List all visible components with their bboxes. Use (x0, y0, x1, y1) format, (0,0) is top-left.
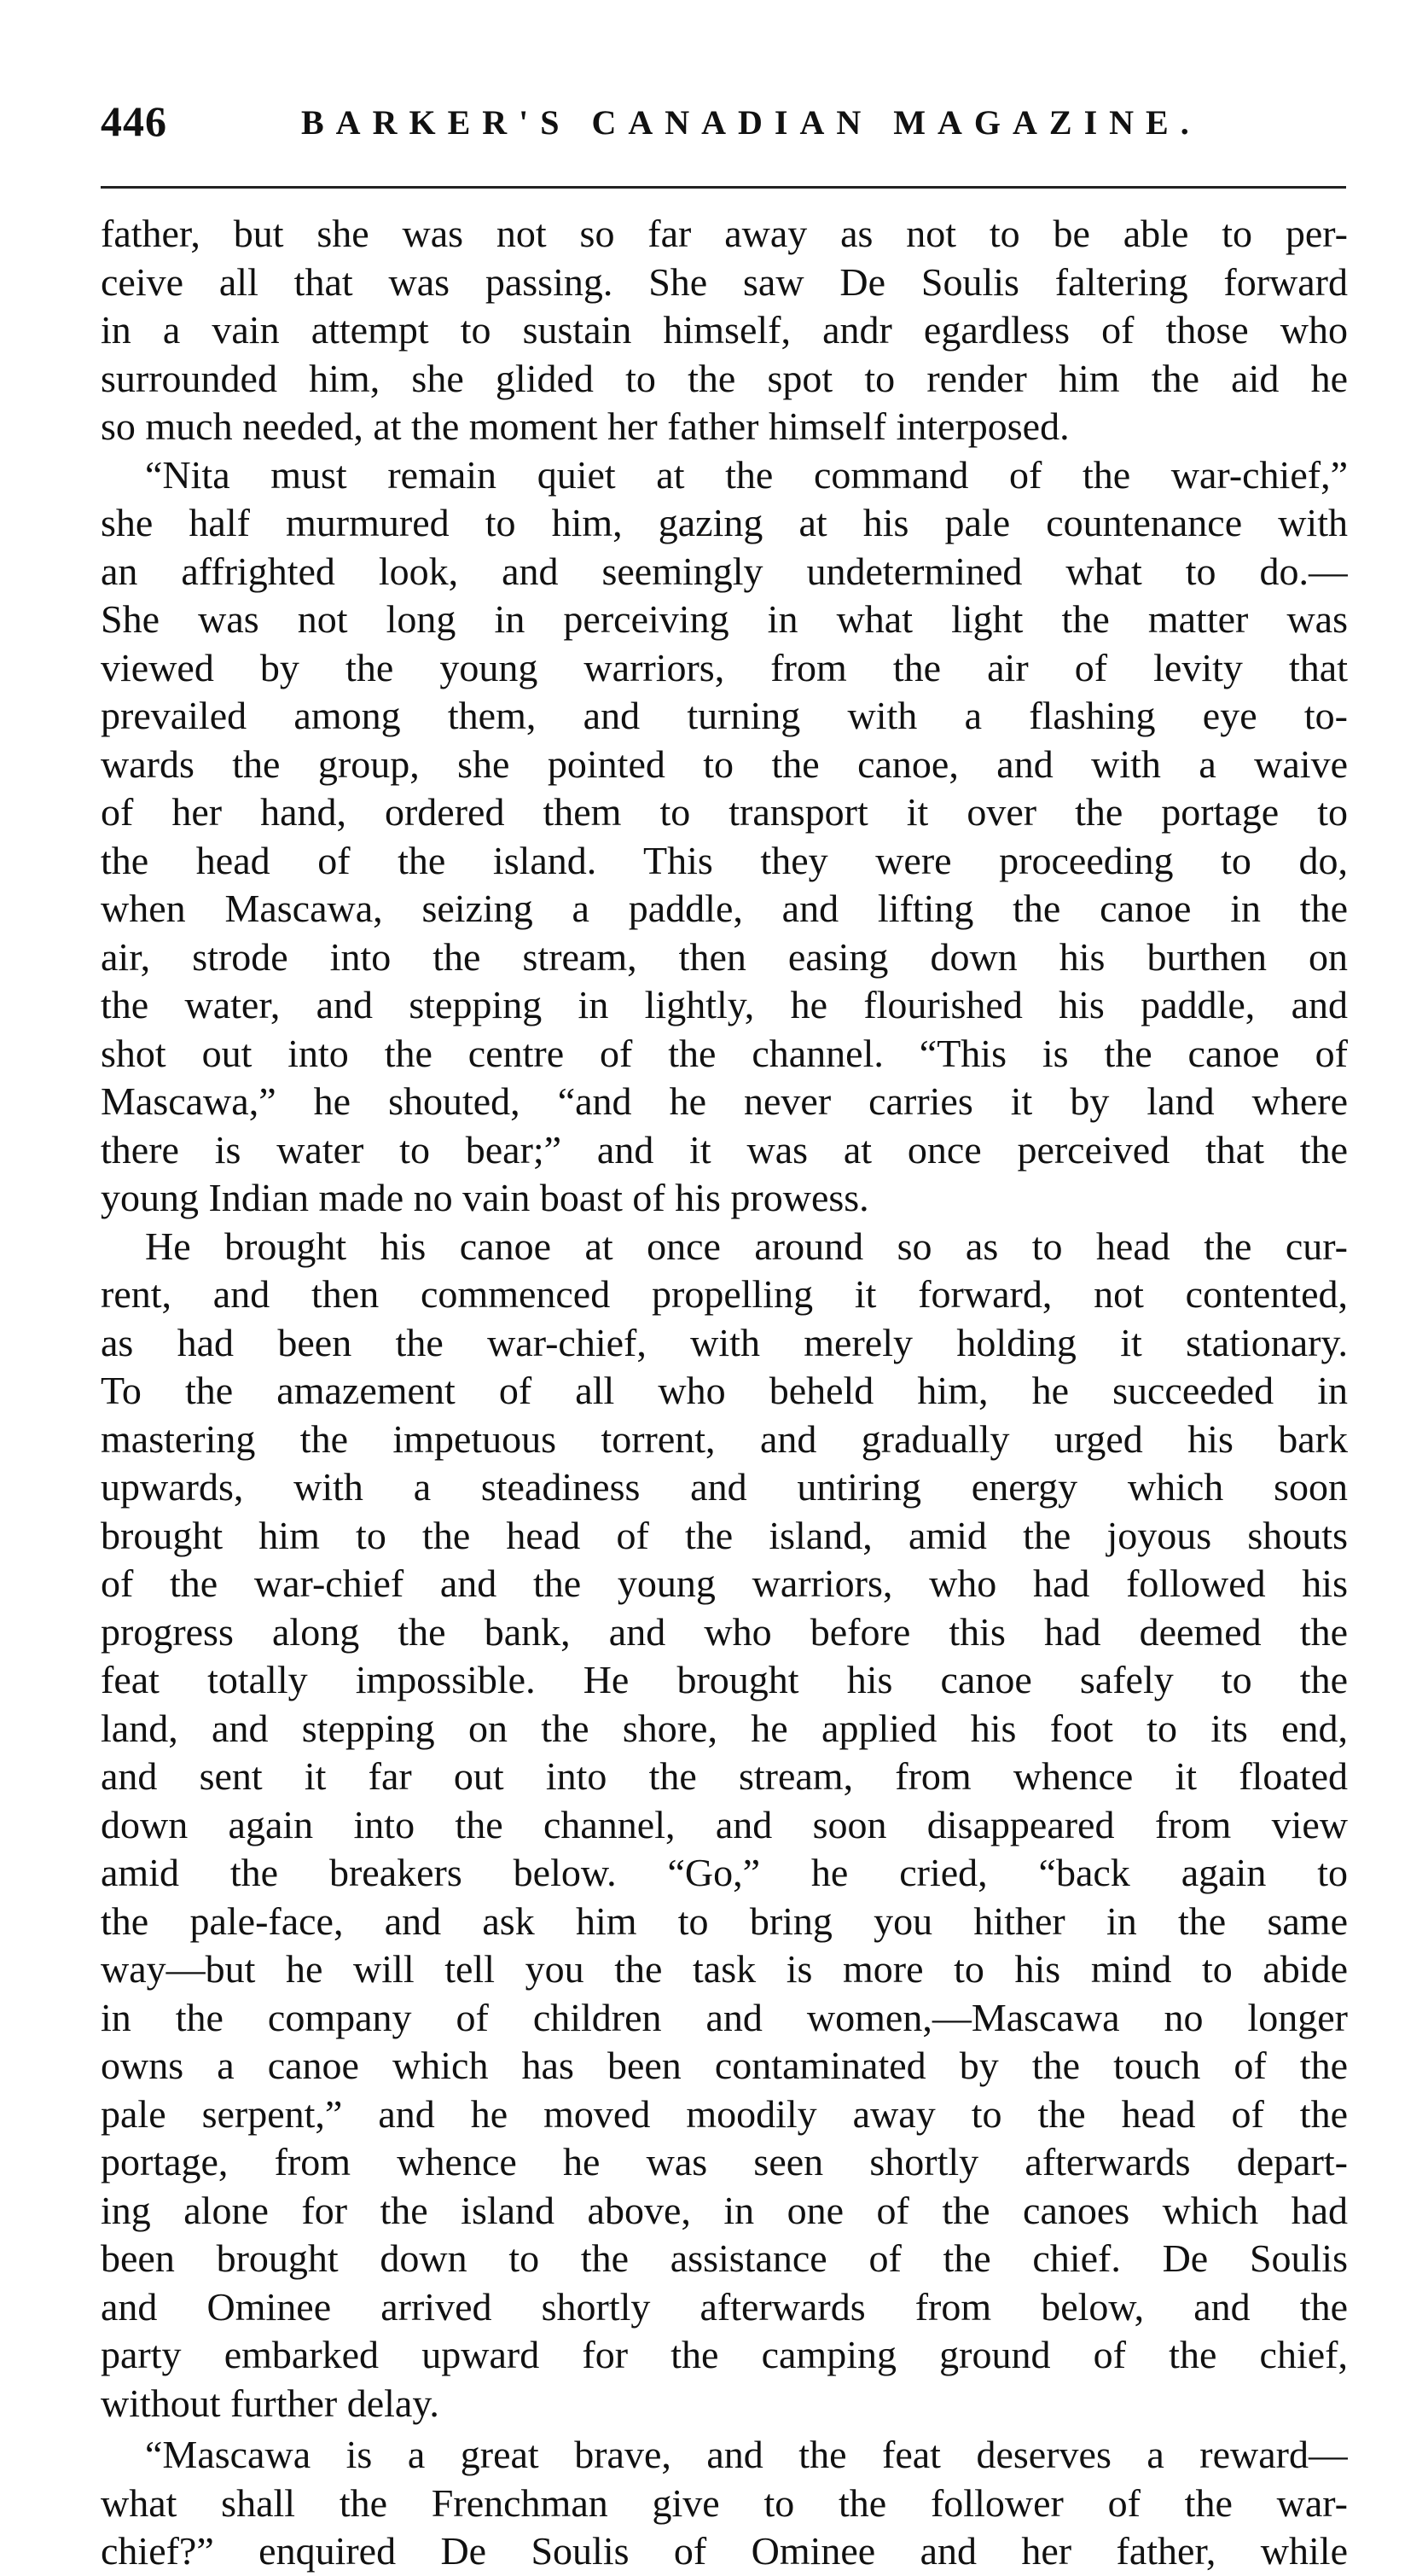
text-line: what shall the Frenchman give to the follower of the war- (101, 2480, 1348, 2525)
text-line: chief?” enquired De Soulis of Ominee and her father, while (101, 2529, 1348, 2573)
text-line: been brought down to the assistance of the chief. De Soulis (101, 2236, 1348, 2280)
text-line: Mascawa,” he shouted, “and he never carries it by land where (101, 1079, 1348, 1123)
text-line: surrounded him, she glided to the spot to render him the aid he (101, 356, 1348, 400)
text-line: mastering the impetuous torrent, and gradually urged his bark (101, 1416, 1348, 1461)
text-line: down again into the channel, and soon disappeared from view (101, 1802, 1348, 1846)
text-line: “Nita must remain quiet at the command of the war-chief,” (145, 452, 1348, 497)
text-line: amid the breakers below. “Go,” he cried, “back again to (101, 1851, 1348, 1894)
text-line: progress along the bank, and who before this had deemed the (101, 1609, 1348, 1654)
text-line: owns a canoe which has been contaminated by the touch of the (101, 2044, 1348, 2087)
text-line: “Mascawa is a great brave, and the feat deserves a reward— (145, 2433, 1348, 2476)
text-line: portage, from whence he was seen shortly afterwards depart- (101, 2140, 1348, 2183)
running-head (101, 96, 1346, 147)
text-line: upwards, with a steadiness and untiring energy which soon (101, 1465, 1348, 1509)
text-line: without further delay. (101, 2381, 439, 2425)
page-number: 446 (101, 97, 167, 145)
text-line: ing alone for the island above, in one of the canoes which had (101, 2188, 1348, 2232)
text-line: and Ominee arrived shortly afterwards from below, and the (101, 2284, 1348, 2329)
header-rule (101, 186, 1346, 189)
text-line: there is water to bear;” and it was at once perceived that the (101, 1127, 1348, 1172)
text-line: viewed by the young warriors, from the air of levity that (101, 645, 1348, 689)
text-line: brought him to the head of the island, amid the joyous shouts (101, 1513, 1348, 1557)
text-line: she half murmured to him, gazing at his pale countenance with (101, 501, 1348, 544)
text-line: wards the group, she pointed to the canoe, and with a waive (101, 741, 1348, 786)
text-line: air, strode into the stream, then easing down his burthen on (101, 934, 1348, 979)
text-line: the water, and stepping in lightly, he flourished his paddle, and (101, 983, 1348, 1026)
text-line: rent, and then commenced propelling it forward, not contented, (101, 1272, 1348, 1316)
text-line: an affrighted look, and seemingly undetermined what to do.— (101, 549, 1348, 593)
text-line: party embarked upward for the camping ground of the chief, (101, 2333, 1348, 2376)
text-line: feat totally impossible. He brought his canoe safely to the (101, 1658, 1348, 1701)
text-line: as had been the war-chief, with merely holding it stationary. (101, 1320, 1348, 1364)
text-line: pale serpent,” and he moved moodily away to the head of the (101, 2091, 1348, 2136)
text-line: To the amazement of all who beheld him, he succeeded in (101, 1369, 1348, 1412)
text-line: father, but she was not so far away as not to be able to per- (101, 212, 1348, 255)
text-line: ceive all that was passing. She saw De Soulis faltering forward (101, 259, 1348, 304)
text-line: and sent it far out into the stream, from whence it floated (101, 1754, 1348, 1798)
text-line: so much needed, at the moment her father himself interposed. (101, 404, 1070, 448)
text-line: prevailed among them, and turning with a flashing eye to- (101, 694, 1348, 737)
text-line: way—but he will tell you the task is more to his mind to abide (101, 1947, 1348, 1991)
text-line: the head of the island. This they were proceeding to do, (101, 838, 1348, 882)
body-text (101, 210, 1348, 2576)
text-line: land, and stepping on the shore, he applied his foot to its end, (101, 1706, 1348, 1750)
text-line: young Indian made no vain boast of his prowess. (101, 1176, 869, 1219)
text-line: the pale-face, and ask him to bring you hither in the same (101, 1899, 1348, 1943)
text-line: shot out into the centre of the channel. “This is the canoe of (101, 1031, 1348, 1075)
text-line: in the company of children and women,—Mascawa no longer (101, 1995, 1348, 2039)
text-line: when Mascawa, seizing a paddle, and lifting the canoe in the (101, 887, 1348, 930)
journal-title: BARKER'S CANADIAN MAGAZINE. (301, 103, 1201, 142)
text-line: He brought his canoe at once around so as to head the cur- (145, 1224, 1348, 1268)
text-line: of her hand, ordered them to transport it over the portage to (101, 790, 1348, 834)
text-line: of the war-chief and the young warriors, who had followed his (101, 1561, 1348, 1605)
text-line: in a vain attempt to sustain himself, andr egardless of those who (101, 308, 1348, 352)
text-line: She was not long in perceiving in what light the matter was (101, 597, 1348, 641)
